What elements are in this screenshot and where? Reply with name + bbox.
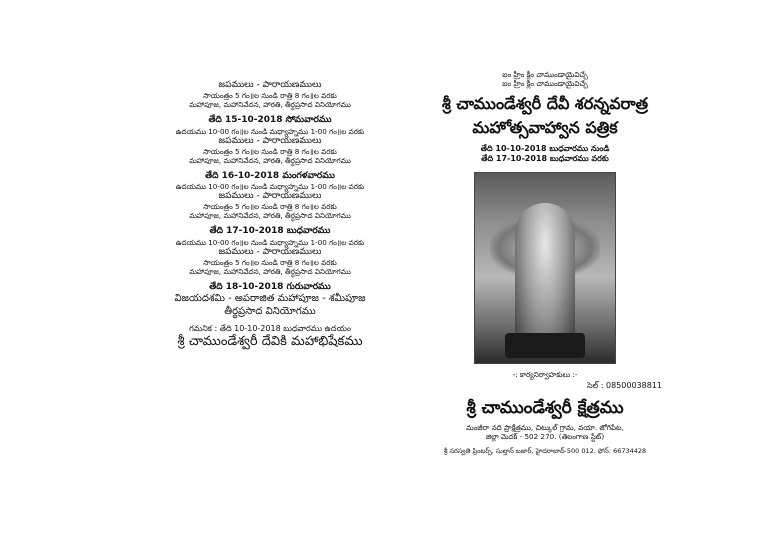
schedule-date-heading: తేది 15-10-2018 సోమవారము [208, 115, 332, 126]
schedule-line: సాయంత్రం 5 గం॥ల నుండి రాత్రి 8 గం॥ల వరకు [203, 202, 337, 212]
invitation-title: శ్రీ చాముండేశ్వరీ దేవీ శరన్నవరాత్ర [441, 94, 649, 113]
end-date: తేది 17-10-2018 బుధవారము వరకు [481, 154, 609, 163]
start-date: తేది 10-10-2018 బుధవారము నుండి [480, 144, 610, 153]
schedule-line: ఉదయము 10-00 గం॥ల నుండి మధ్యాహ్నము 1-00 గం॥ల వరకు [175, 237, 365, 247]
schedule-line: మహాపూజ, మహానివేదన, హారతి, తీర్థప్రసాద వినియోగము [189, 155, 351, 165]
printer-credit: శ్రీ సరస్వతి ప్రింటర్స్, సుల్తాన్ బజార్, హైదరాబాద్-500 012. ఫోన్: 66734428 [443, 447, 647, 456]
schedule-date-heading: తేది 16-10-2018 మంగళవారము [205, 170, 335, 181]
schedule-line: తీర్థప్రసాద వినియోగము [224, 305, 316, 317]
schedule-line: జపములు - పారాయణములు [218, 80, 322, 90]
schedule-line: విజయదశమి - అపరాజిత మహాపూజ - శమీపూజ [174, 293, 366, 304]
address-line: జిల్లా మెదక్ - 502 270. (తెలంగాణ స్టేట్) [485, 432, 605, 442]
schedule-line: మహాపూజ, మహానివేదన, హారతి, తీర్థప్రసాద వినియోగము [189, 211, 351, 221]
schedule-line: సాయంత్రం 5 గం॥ల నుండి రాత్రి 8 గం॥ల వరకు [203, 257, 337, 267]
schedule-line: జపములు - పారాయణములు [218, 135, 322, 146]
deity-photo [474, 172, 616, 364]
mantra-line: ఐం హ్రీం క్లీం చాముండాయైవిచ్చే [502, 70, 588, 79]
address-line: మంజీరా నది ప్రాక్షేత్రము, చిట్కుల్ గ్రామ, వయా. జోగిపేట, [466, 423, 624, 433]
schedule-line: జపములు - పారాయణములు [218, 191, 322, 201]
schedule-date-heading: తేది 17-10-2018 బుధవారము [209, 226, 331, 237]
schedule-line: సాయంత్రం 5 గం॥ల నుండి రాత్రి 8 గం॥ల వరకు [203, 146, 337, 156]
schedule-panel [120, 80, 420, 350]
mantra-line: ఐం హ్రీం క్లీం చాముండాయైవిచ్చే [502, 79, 588, 88]
schedule-line: మహాపూజ, మహానివేదన, హారతి, తీర్థప్రసాద వినియోగము [189, 266, 351, 276]
schedule-line: శ్రీ చాముండేశ్వరీ దేవికి మహాభిషేకము [177, 334, 363, 349]
temple-name: శ్రీ చాముండేశ్వరీ క్షేత్రము [466, 398, 624, 418]
schedule-line: గమనిక : తేది 10-10-2018 బుధవారము ఉదయం [189, 324, 351, 333]
cell-number: సెల్ : 08500038811 [586, 381, 662, 390]
schedule-line: ఉదయము 10-00 గం॥ల నుండి మధ్యాహ్నము 1-00 గం॥ల వరకు [175, 126, 365, 136]
schedule-line: సాయంత్రం 5 గం॥ల నుండి రాత్రి 8 గం॥ల వరకు [203, 91, 337, 101]
schedule-line: జపములు - పారాయణములు [218, 246, 322, 257]
schedule-date-heading: తేది 18-10-2018 గురువారము [209, 281, 331, 292]
schedule-line: ఉదయము 10-00 గం॥ల నుండి మధ్యాహ్నము 1-00 గం॥ల వరకు [175, 182, 365, 191]
invitation-subtitle: మహోత్సవాహ్వాన పత్రిక [472, 118, 618, 137]
invitation-panel [420, 70, 670, 457]
organizer-label: -: కార్యనిర్వాహకులు :- [512, 370, 578, 379]
schedule-line: మహాపూజ, మహానివేదన, హారతి, తీర్థప్రసాద వినియోగము [189, 100, 351, 110]
